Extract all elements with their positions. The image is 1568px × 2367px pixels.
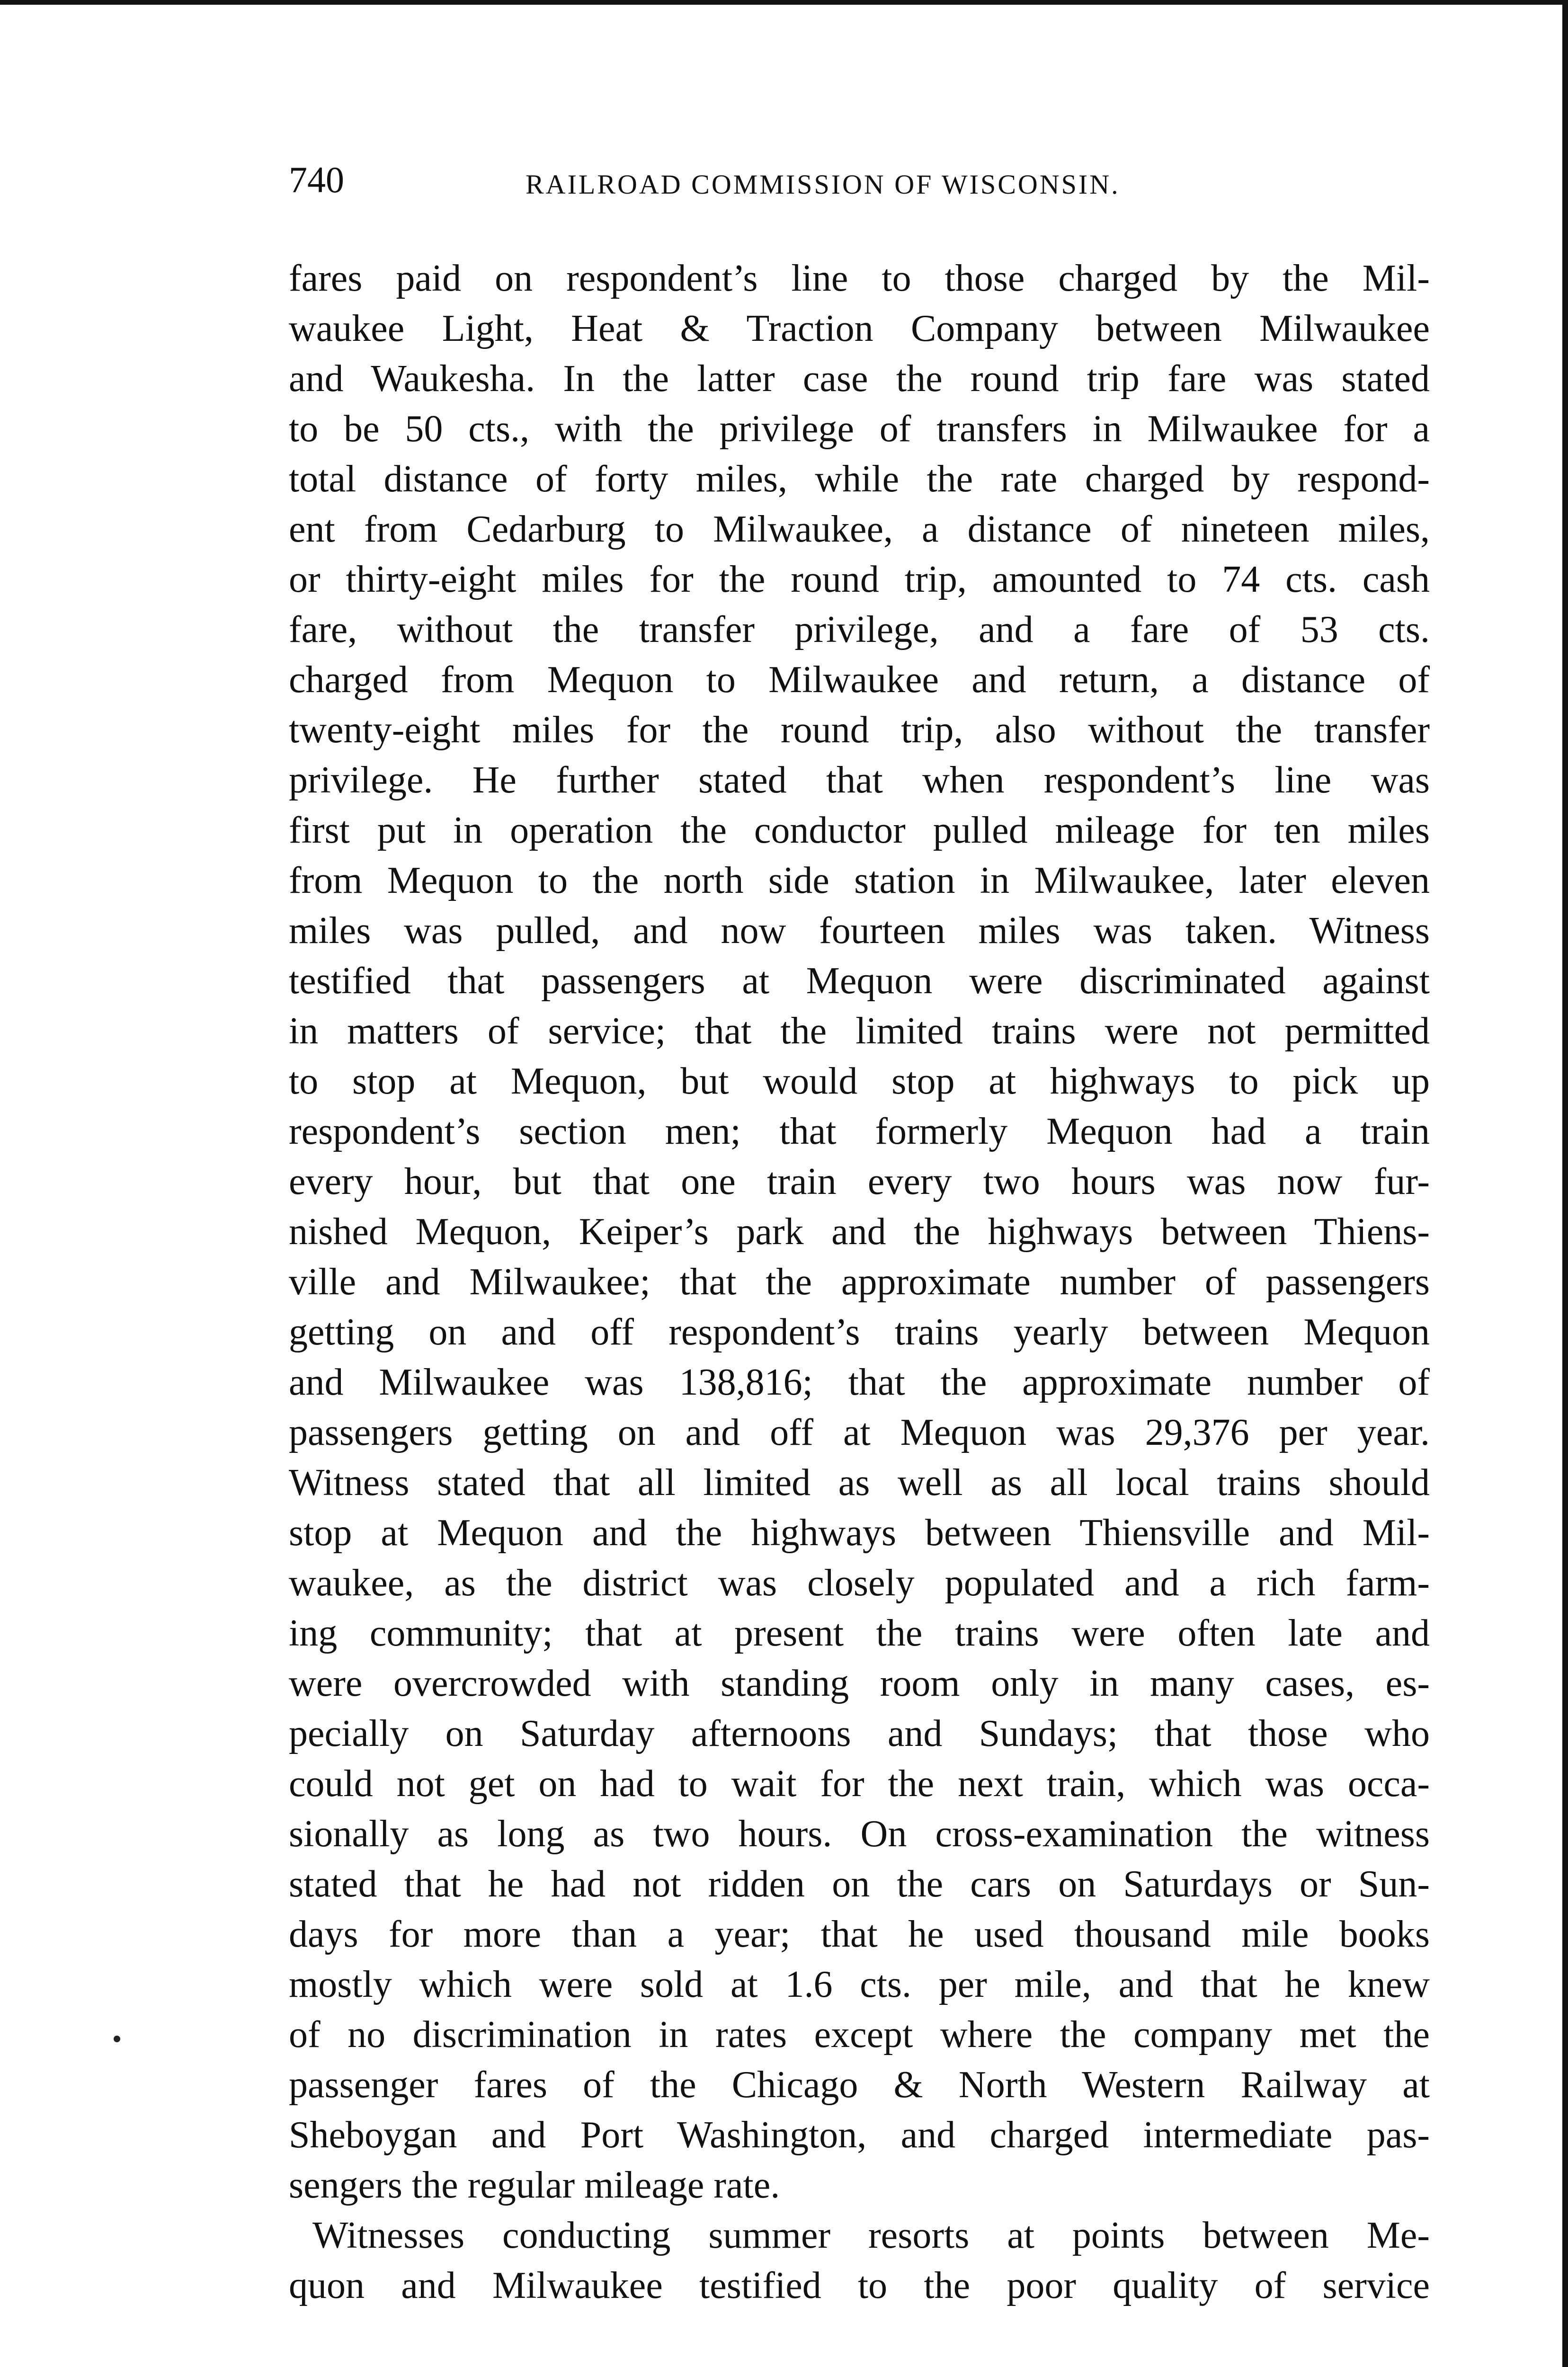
text-line: charged from Mequon to Milwaukee and return, a distance of — [289, 659, 1430, 701]
text-line: of no discrimination in rates except where the company met the — [289, 2014, 1430, 2056]
text-line: nished Mequon, Keiper’s park and the highways between Thiens- — [289, 1211, 1430, 1253]
text-line: total distance of forty miles, while the rate charged by respond- — [289, 458, 1430, 500]
text-line: twenty-eight miles for the round trip, also without the transfer — [289, 709, 1430, 751]
text-line: sionally as long as two hours. On cross-examination the witness — [289, 1813, 1430, 1855]
text-line: every hour, but that one train every two hours was now fur- — [289, 1161, 1430, 1202]
text-line: miles was pulled, and now fourteen miles was taken. Witness — [289, 910, 1430, 952]
text-line: passengers getting on and off at Mequon was 29,376 per year. — [289, 1412, 1430, 1453]
text-line: in matters of service; that the limited trains were not permitted — [289, 1010, 1430, 1052]
text-line: days for more than a year; that he used thousand mile books — [289, 1913, 1430, 1955]
scan-border-right — [1562, 0, 1568, 2367]
text-line: or thirty-eight miles for the round trip, amounted to 74 cts. cash — [289, 559, 1430, 600]
text-line: Sheboygan and Port Washington, and charged intermediate pas- — [289, 2114, 1430, 2156]
text-line: mostly which were sold at 1.6 cts. per mile, and that he knew — [289, 1964, 1430, 2005]
text-line: Witness stated that all limited as well as all local trains should — [289, 1462, 1430, 1504]
text-line: and Waukesha. In the latter case the round trip fare was stated — [289, 358, 1430, 400]
text-line: fare, without the transfer privilege, and a fare of 53 cts. — [289, 609, 1430, 650]
text-line: waukee Light, Heat & Traction Company between Milwaukee — [289, 308, 1430, 349]
page-number: 740 — [289, 159, 344, 200]
text-line: privilege. He further stated that when respondent’s line was — [289, 759, 1430, 801]
text-line: to be 50 cts., with the privilege of transfers in Milwaukee for a — [289, 408, 1430, 450]
text-line: and Milwaukee was 138,816; that the approximate number of — [289, 1361, 1430, 1403]
text-line: to stop at Mequon, but would stop at highways to pick up — [289, 1060, 1430, 1102]
stray-mark — [114, 2036, 120, 2042]
text-line: Witnesses conducting summer resorts at points between Me- — [312, 2215, 1430, 2256]
text-line: ville and Milwaukee; that the approximate number of passengers — [289, 1261, 1430, 1303]
text-line: from Mequon to the north side station in Milwaukee, later eleven — [289, 860, 1430, 901]
text-line: sengers the regular mileage rate. — [289, 2164, 780, 2206]
text-line: first put in operation the conductor pulled mileage for ten miles — [289, 810, 1430, 851]
text-line: quon and Milwaukee testified to the poor quality of service — [289, 2265, 1430, 2306]
text-line: getting on and off respondent’s trains yearly between Mequon — [289, 1311, 1430, 1353]
page-header — [289, 156, 1434, 213]
text-line: were overcrowded with standing room only in many cases, es- — [289, 1663, 1430, 1704]
text-line: could not get on had to wait for the next train, which was occa- — [289, 1763, 1430, 1805]
text-line: ent from Cedarburg to Milwaukee, a distance of nineteen miles, — [289, 508, 1430, 550]
text-line: stop at Mequon and the highways between Thiensville and Mil- — [289, 1512, 1430, 1554]
scan-border-top — [0, 0, 1568, 5]
text-line: waukee, as the district was closely populated and a rich farm- — [289, 1562, 1430, 1604]
body-text — [289, 253, 1430, 2311]
text-line: testified that passengers at Mequon were discriminated against — [289, 960, 1430, 1002]
text-line: ing community; that at present the trains were often late and — [289, 1612, 1430, 1654]
text-line: fares paid on respondent’s line to those charged by the Mil- — [289, 258, 1430, 299]
text-line: passenger fares of the Chicago & North Western Railway at — [289, 2064, 1430, 2106]
running-head: RAILROAD COMMISSION OF WISCONSIN. — [526, 169, 1120, 200]
text-line: respondent’s section men; that formerly Mequon had a train — [289, 1111, 1430, 1152]
text-line: stated that he had not ridden on the cars on Saturdays or Sun- — [289, 1863, 1430, 1905]
text-line: pecially on Saturday afternoons and Sundays; that those who — [289, 1713, 1430, 1754]
